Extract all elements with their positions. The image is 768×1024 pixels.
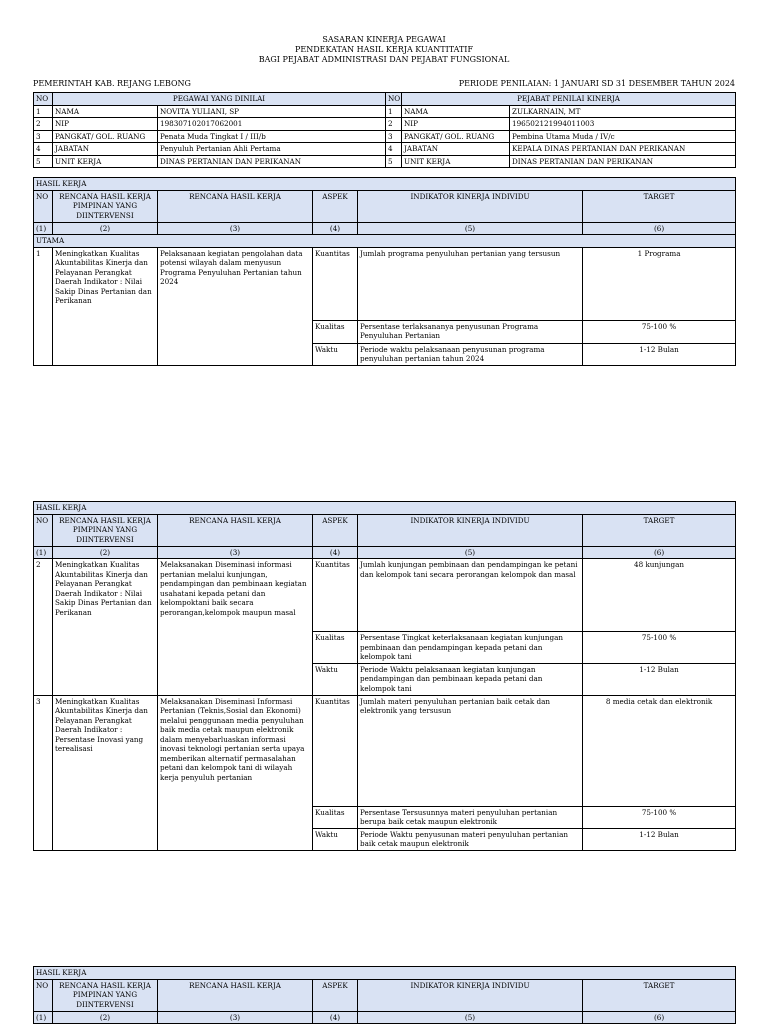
item-aspek: Kualitas bbox=[313, 320, 358, 343]
item-target: 1-12 Bulan bbox=[583, 343, 736, 365]
pejabat-value: 196502121994011003 bbox=[510, 118, 736, 131]
item-target: 75-100 % bbox=[583, 806, 736, 828]
title-line-2: PENDEKATAN HASIL KERJA KUANTITATIF bbox=[294, 45, 474, 54]
pejabat-label: NAMA bbox=[402, 105, 510, 118]
pegawai-row bbox=[34, 105, 736, 118]
col-rencana-pimpinan: RENCANA HASIL KERJA PIMPINAN YANG DIINTERVENSI bbox=[53, 190, 158, 222]
no-header: NO bbox=[386, 93, 402, 106]
item-rencana: Pelaksanaan kegiatan pengolahan data potensi wilayah dalam menyusun Programa Penyuluhan Pertanian tahun 2024 bbox=[158, 247, 313, 365]
item-aspek: Kuantitas bbox=[313, 695, 358, 806]
item-indikator: Jumlah programa penyuluhan pertanian yang tersusun bbox=[358, 247, 583, 320]
col-number: (6) bbox=[583, 546, 736, 559]
pegawai-no: 4 bbox=[34, 143, 53, 156]
item-target: 75-100 % bbox=[583, 320, 736, 343]
periode-label: PERIODE PENILAIAN: 1 JANUARI SD 31 DESEMBER TAHUN 2024 bbox=[458, 79, 735, 88]
pejabat-no: 2 bbox=[386, 118, 402, 131]
pegawai-no: 1 bbox=[34, 105, 53, 118]
pegawai-no: 5 bbox=[34, 155, 53, 168]
col-number: (1) bbox=[34, 546, 53, 559]
pegawai-label: PANGKAT/ GOL. RUANG bbox=[53, 130, 158, 143]
col-number: (4) bbox=[313, 1011, 358, 1024]
col-number: (2) bbox=[53, 546, 158, 559]
pegawai-no: 3 bbox=[34, 130, 53, 143]
item-no: 3 bbox=[34, 695, 53, 850]
hasil-kerja-label: HASIL KERJA bbox=[34, 178, 736, 191]
pegawai-label: NIP bbox=[53, 118, 158, 131]
item-indikator: Periode waktu pelaksanaan penyusunan programa penyuluhan pertanian tahun 2024 bbox=[358, 343, 583, 365]
pejabat-label: NIP bbox=[402, 118, 510, 131]
hasil-kerja-table-3 bbox=[33, 966, 736, 1024]
col-no: NO bbox=[34, 514, 53, 546]
item-aspek: Kualitas bbox=[313, 632, 358, 664]
hasil-kerja-label: HASIL KERJA bbox=[34, 967, 736, 980]
table-row bbox=[34, 559, 736, 632]
item-indikator: Persentase Tersusunnya materi penyuluhan pertanian berupa baik cetak maupun elektronik bbox=[358, 806, 583, 828]
col-rencana-pimpinan: RENCANA HASIL KERJA PIMPINAN YANG DIINTERVENSI bbox=[53, 514, 158, 546]
table-row bbox=[34, 695, 736, 806]
pejabat-value: Pembina Utama Muda / IV/c bbox=[510, 130, 736, 143]
pegawai-label: JABATAN bbox=[53, 143, 158, 156]
item-target: 8 media cetak dan elektronik bbox=[583, 695, 736, 806]
col-aspek: ASPEK bbox=[313, 190, 358, 222]
col-rencana: RENCANA HASIL KERJA bbox=[158, 190, 313, 222]
col-aspek: ASPEK bbox=[313, 979, 358, 1011]
pegawai-label: UNIT KERJA bbox=[53, 155, 158, 168]
item-aspek: Waktu bbox=[313, 343, 358, 365]
pegawai-label: NAMA bbox=[53, 105, 158, 118]
item-aspek: Waktu bbox=[313, 828, 358, 850]
item-indikator: Persentase terlaksananya penyusunan Programa Penyuluhan Pertanian bbox=[358, 320, 583, 343]
col-aspek: ASPEK bbox=[313, 514, 358, 546]
col-number: (5) bbox=[358, 1011, 583, 1024]
pegawai-value: 198307102017062001 bbox=[158, 118, 386, 131]
col-number: (2) bbox=[53, 222, 158, 235]
col-number: (5) bbox=[358, 222, 583, 235]
hasil-kerja-table-2 bbox=[33, 501, 736, 851]
col-number: (3) bbox=[158, 1011, 313, 1024]
title-line-1: SASARAN KINERJA PEGAWAI bbox=[322, 35, 446, 44]
item-aspek: Kuantitas bbox=[313, 559, 358, 632]
pejabat-no: 3 bbox=[386, 130, 402, 143]
pegawai-dinilai-header: PEGAWAI YANG DINILAI bbox=[53, 93, 386, 106]
col-no: NO bbox=[34, 979, 53, 1011]
col-number: (1) bbox=[34, 1011, 53, 1024]
col-number: (5) bbox=[358, 546, 583, 559]
item-rencana: Melaksanakan Diseminasi informasi pertanian melalui kunjungan, pendampingan dan pembinaan kegiatan usahatani kepada petani dan kelompoktani baik secara perorangan,kelompok maupun masal bbox=[158, 559, 313, 696]
col-target: TARGET bbox=[583, 190, 736, 222]
item-rencana-pimpinan: Meningkatkan Kualitas Akuntabilitas Kinerja dan Pelayanan Perangkat Daerah Indikator : Nilai Sakip Dinas Pertanian dan Perikanan bbox=[53, 247, 158, 365]
col-rencana: RENCANA HASIL KERJA bbox=[158, 979, 313, 1011]
no-header: NO bbox=[34, 93, 53, 106]
hasil-kerja-table-1 bbox=[33, 177, 736, 366]
pemerintah-label: PEMERINTAH KAB. REJANG LEBONG bbox=[33, 79, 191, 88]
utama-label: UTAMA bbox=[34, 235, 736, 248]
col-number: (6) bbox=[583, 222, 736, 235]
pejabat-label: JABATAN bbox=[402, 143, 510, 156]
pejabat-label: PANGKAT/ GOL. RUANG bbox=[402, 130, 510, 143]
item-indikator: Periode Waktu penyusunan materi penyuluhan pertanian baik cetak maupun elektronik bbox=[358, 828, 583, 850]
pegawai-row bbox=[34, 155, 736, 168]
pejabat-label: UNIT KERJA bbox=[402, 155, 510, 168]
col-number: (3) bbox=[158, 546, 313, 559]
pejabat-value: DINAS PERTANIAN DAN PERIKANAN bbox=[510, 155, 736, 168]
item-no: 1 bbox=[34, 247, 53, 365]
col-no: NO bbox=[34, 190, 53, 222]
item-indikator: Jumlah kunjungan pembinaan dan pendampingan ke petani dan kelompok tani secara perorangan kelompok dan masal bbox=[358, 559, 583, 632]
item-aspek: Kuantitas bbox=[313, 247, 358, 320]
item-indikator: Persentase Tingkat keterlaksanaan kegiatan kunjungan pembinaan dan pendampingan kepada petani dan kelompok tani bbox=[358, 632, 583, 664]
item-aspek: Kualitas bbox=[313, 806, 358, 828]
pegawai-table bbox=[33, 92, 736, 168]
col-number: (2) bbox=[53, 1011, 158, 1024]
item-target: 1-12 Bulan bbox=[583, 663, 736, 695]
col-number: (6) bbox=[583, 1011, 736, 1024]
col-number: (1) bbox=[34, 222, 53, 235]
item-rencana: Melaksanakan Diseminasi Informasi Pertanian (Teknis,Sosial dan Ekonomi) melalui penggunaan media penyuluhan baik media cetak maupun elektronik dalam menyebarluaskan informasi inovasi teknologi pertanian serta upaya memberikan alternatif permasalahan petani dan kelompok tani di wilayah kerja penyuluh pertanian bbox=[158, 695, 313, 850]
item-no: 2 bbox=[34, 559, 53, 696]
table-row bbox=[34, 247, 736, 320]
pegawai-row bbox=[34, 130, 736, 143]
col-number: (4) bbox=[313, 222, 358, 235]
pejabat-value: KEPALA DINAS PERTANIAN DAN PERIKANAN bbox=[510, 143, 736, 156]
col-target: TARGET bbox=[583, 979, 736, 1011]
document-title bbox=[0, 35, 768, 65]
col-number: (4) bbox=[313, 546, 358, 559]
item-rencana-pimpinan: Meningkatkan Kualitas Akuntabilitas Kinerja dan Pelayanan Perangkat Daerah Indikator : Nilai Sakip Dinas Pertanian dan Perikanan bbox=[53, 559, 158, 696]
item-target: 1 Programa bbox=[583, 247, 736, 320]
pegawai-no: 2 bbox=[34, 118, 53, 131]
item-target: 1-12 Bulan bbox=[583, 828, 736, 850]
pejabat-no: 5 bbox=[386, 155, 402, 168]
item-target: 75-100 % bbox=[583, 632, 736, 664]
pegawai-value: Penyuluh Pertanian Ahli Pertama bbox=[158, 143, 386, 156]
title-line-3: BAGI PEJABAT ADMINISTRASI DAN PEJABAT FUNGSIONAL bbox=[258, 55, 510, 64]
pegawai-row bbox=[34, 118, 736, 131]
item-target: 48 kunjungan bbox=[583, 559, 736, 632]
pegawai-value: DINAS PERTANIAN DAN PERIKANAN bbox=[158, 155, 386, 168]
col-indikator: INDIKATOR KINERJA INDIVIDU bbox=[358, 979, 583, 1011]
item-rencana-pimpinan: Meningkatkan Kualitas Akuntabilitas Kinerja dan Pelayanan Perangkat Daerah Indikator : Persentase Inovasi yang terealisasi bbox=[53, 695, 158, 850]
hasil-kerja-label: HASIL KERJA bbox=[34, 502, 736, 515]
pejabat-no: 1 bbox=[386, 105, 402, 118]
item-indikator: Periode Waktu pelaksanaan kegiatan kunjungan pendampingan dan pembinaan kepada petani dan kelompok tani bbox=[358, 663, 583, 695]
pejabat-no: 4 bbox=[386, 143, 402, 156]
pegawai-value: Penata Muda Tingkat I / III/b bbox=[158, 130, 386, 143]
col-number: (3) bbox=[158, 222, 313, 235]
pejabat-value: ZULKARNAIN, MT bbox=[510, 105, 736, 118]
col-target: TARGET bbox=[583, 514, 736, 546]
item-aspek: Waktu bbox=[313, 663, 358, 695]
pegawai-row bbox=[34, 143, 736, 156]
col-indikator: INDIKATOR KINERJA INDIVIDU bbox=[358, 514, 583, 546]
col-indikator: INDIKATOR KINERJA INDIVIDU bbox=[358, 190, 583, 222]
col-rencana-pimpinan: RENCANA HASIL KERJA PIMPINAN YANG DIINTERVENSI bbox=[53, 979, 158, 1011]
col-rencana: RENCANA HASIL KERJA bbox=[158, 514, 313, 546]
pejabat-penilai-header: PEJABAT PENILAI KINERJA bbox=[402, 93, 736, 106]
pegawai-value: NOVITA YULIANI, SP bbox=[158, 105, 386, 118]
item-indikator: Jumlah materi penyuluhan pertanian baik cetak dan elektronik yang tersusun bbox=[358, 695, 583, 806]
